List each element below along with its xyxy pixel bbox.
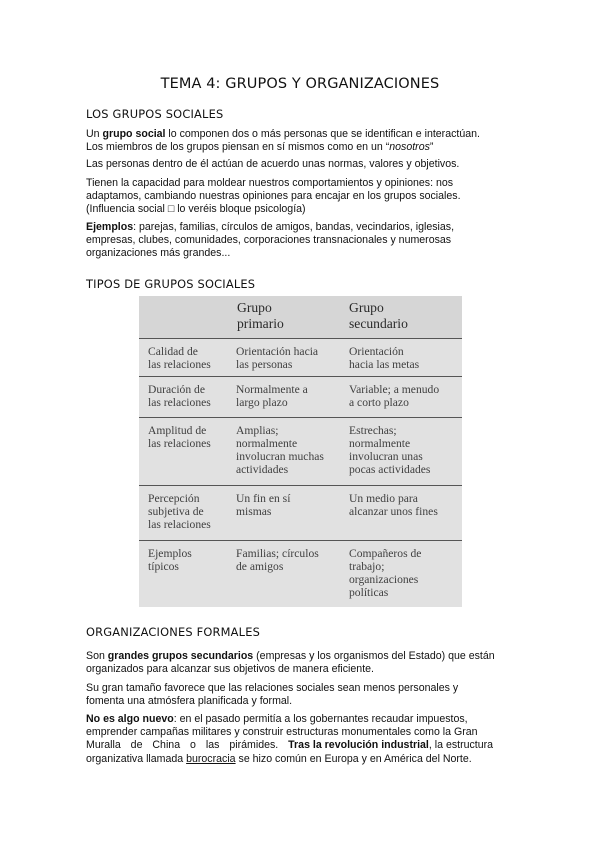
text: : parejas, familias, círculos de amigos, bandas, vecindarios, iglesias, xyxy=(133,221,455,233)
cell-secundario xyxy=(349,547,459,599)
cell-line: Normalmente a xyxy=(236,383,308,396)
text: organizativa llamada xyxy=(86,752,187,765)
text: emprender campañas militares y construir estructuras monumentales como la Gran xyxy=(86,726,478,739)
cell-line: Duración de xyxy=(148,383,205,396)
underlined-term: burocracia xyxy=(186,752,236,765)
cell-line: las relaciones xyxy=(148,396,211,409)
cell-line: alcanzar unos fines xyxy=(349,505,438,518)
cell-line: involucran unas xyxy=(349,450,423,463)
text: Su gran tamaño favorece que las relaciones sociales sean menos personales y xyxy=(86,682,459,694)
cell-line: Estrechas; xyxy=(349,424,397,437)
cell-line: Percepción xyxy=(148,492,200,505)
text: : en el pasado permitía a los gobernantes recaudar impuestos, xyxy=(173,713,468,725)
text: Tienen la capacidad para moldear nuestros comportamientos y opiniones: nos xyxy=(86,177,454,189)
cell-line: Calidad de xyxy=(148,345,198,358)
cell-line: políticas xyxy=(349,586,389,599)
paragraph-normas: Las personas dentro de él actúan de acuerdo unas normas, valores y objetivos. xyxy=(86,158,460,170)
cell-line: Amplitud de xyxy=(148,424,207,437)
text: organizados para alcanzar sus objetivos de manera eficiente. xyxy=(86,663,374,676)
paragraph-tamano xyxy=(86,682,516,708)
bold-term: Tras la revolución industrial xyxy=(288,739,429,752)
paragraph-ejemplos xyxy=(86,221,516,261)
cell-line: a corto plazo xyxy=(349,396,409,409)
paragraph-grandes-grupos xyxy=(86,650,516,676)
cell-line: Ejemplos xyxy=(148,547,192,560)
header-grupo-primario xyxy=(237,300,345,332)
text: empresas, clubes, comunidades, corporaciones transnacionales y numerosas xyxy=(86,234,452,247)
cell-line: Variable; a menudo xyxy=(349,383,440,396)
header-grupo-secundario xyxy=(349,300,459,332)
cell-line: las relaciones xyxy=(148,518,211,531)
row-label xyxy=(148,383,232,409)
cell-line: normalmente xyxy=(349,437,411,450)
text: ” xyxy=(429,141,434,154)
header-line: Grupo xyxy=(237,300,272,315)
table-row xyxy=(139,486,462,540)
cell-line: las relaciones xyxy=(148,437,211,450)
cell-line: las relaciones xyxy=(148,358,211,371)
bold-term: grupo social xyxy=(102,128,166,140)
cell-line: Amplias; xyxy=(236,424,279,437)
cell-line: pocas actividades xyxy=(349,463,431,476)
cell-line: Un medio para xyxy=(349,492,418,505)
cell-line: Orientación hacia xyxy=(236,345,319,358)
cell-line: Compañeros de xyxy=(349,547,422,560)
page-title: TEMA 4: GRUPOS Y ORGANIZACIONES xyxy=(160,76,440,92)
cell-line: típicos xyxy=(148,560,179,573)
bold-term: grandes grupos secundarios xyxy=(107,650,254,662)
table-header xyxy=(139,296,462,338)
cell-secundario xyxy=(349,424,459,476)
text: Muralla de China o las pirámides. xyxy=(86,739,289,752)
cell-secundario xyxy=(349,383,459,409)
cell-line: hacia las metas xyxy=(349,358,420,371)
cell-primario xyxy=(236,345,344,371)
row-label xyxy=(148,424,232,450)
paragraph-grupo-social xyxy=(86,128,516,154)
text: Los miembros de los grupos piensan en sí mismos como en un “ xyxy=(86,141,390,154)
text: se hizo común en Europa y en América del Norte. xyxy=(235,752,472,765)
text: (Influencia social □ lo veréis bloque psicología) xyxy=(86,203,306,216)
cell-line: mismas xyxy=(236,505,272,518)
cell-line: actividades xyxy=(236,463,289,476)
row-label xyxy=(148,345,232,371)
heading-organizaciones-formales: ORGANIZACIONES FORMALES xyxy=(86,625,261,639)
text: adaptamos, cambiando nuestras opiniones para encajar en los grupos sociales. xyxy=(86,190,461,203)
text: Son xyxy=(86,650,108,662)
text: fomenta una atmósfera planificada y formal. xyxy=(86,695,293,708)
row-label xyxy=(148,547,232,573)
heading-grupos-sociales: LOS GRUPOS SOCIALES xyxy=(86,107,224,121)
table-row xyxy=(139,339,462,377)
cell-secundario xyxy=(349,345,459,371)
cell-primario xyxy=(236,383,344,409)
text: , la estructura xyxy=(428,739,494,752)
cell-line: Un fin en sí xyxy=(236,492,291,505)
text: (empresas y los organismos del Estado) que están xyxy=(253,650,495,662)
cell-primario xyxy=(236,547,344,573)
table-row xyxy=(139,377,462,417)
cell-line: subjetiva de xyxy=(148,505,204,518)
row-label xyxy=(148,492,232,531)
header-line: secundario xyxy=(349,316,408,331)
text: lo componen dos o más personas que se identifican e interactúan. xyxy=(165,128,480,140)
cell-line: Orientación xyxy=(349,345,404,358)
cell-secundario xyxy=(349,492,459,518)
cell-line: organizaciones xyxy=(349,573,419,586)
table-row xyxy=(139,418,462,485)
header-line: primario xyxy=(237,316,284,331)
table-row xyxy=(139,541,462,607)
cell-primario xyxy=(236,424,344,476)
cell-line: involucran muchas xyxy=(236,450,324,463)
heading-tipos-grupos: TIPOS DE GRUPOS SOCIALES xyxy=(86,277,256,291)
group-types-table xyxy=(139,296,462,607)
bold-term: Ejemplos xyxy=(86,221,134,233)
paragraph-capacidad xyxy=(86,177,516,217)
cell-line: Familias; círculos xyxy=(236,547,319,560)
italic-term: nosotros xyxy=(389,141,430,154)
text: Un xyxy=(86,128,103,140)
cell-line: trabajo; xyxy=(349,560,385,573)
header-line: Grupo xyxy=(349,300,384,315)
cell-primario xyxy=(236,492,344,518)
cell-line: normalmente xyxy=(236,437,298,450)
bold-term: No es algo nuevo xyxy=(86,713,174,725)
paragraph-no-es-nuevo xyxy=(86,713,516,766)
cell-line: largo plazo xyxy=(236,396,288,409)
text: organizaciones más grandes... xyxy=(86,247,231,260)
cell-line: las personas xyxy=(236,358,293,371)
cell-line: de amigos xyxy=(236,560,284,573)
